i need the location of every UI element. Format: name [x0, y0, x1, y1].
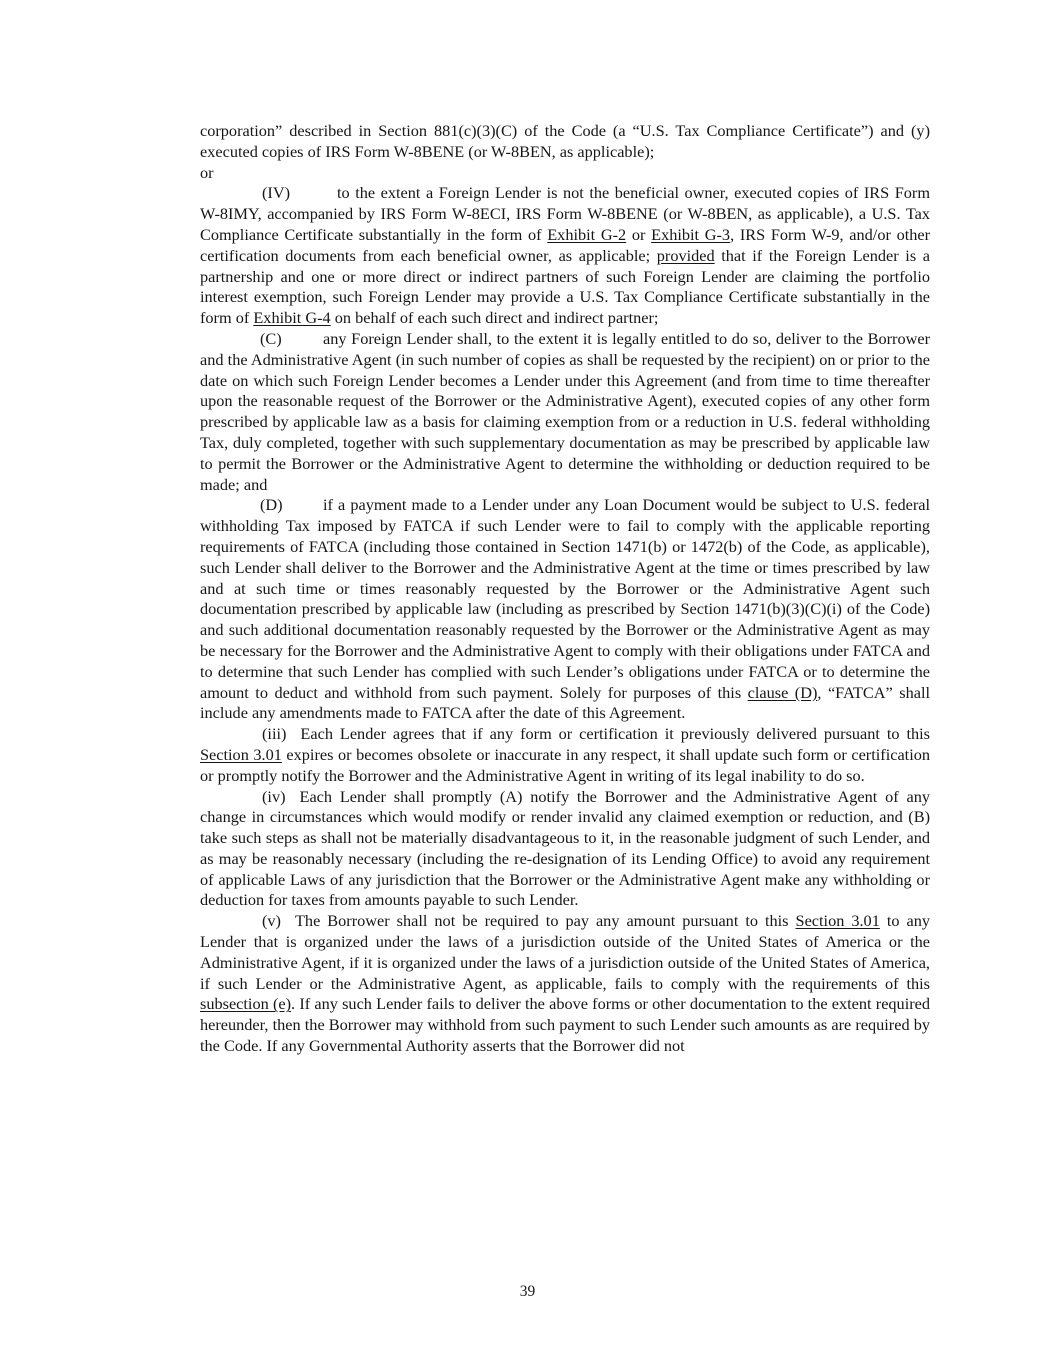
text-segment: The Borrower shall not be required to pay any amount pursuant to this — [294, 911, 796, 931]
page-number: 39 — [519, 1283, 536, 1300]
text-segment: that if the Foreign Lender is a partnership and one or more direct or indirect partners of such Foreign Lender are claiming the portfolio interest exemption, such Foreign Lender may provide a U.S. Tax Compliance Certificate substantially in the form of — [200, 245, 930, 328]
clause-iv-paragraph — [200, 183, 930, 329]
underlined-reference: Section 3.01 — [200, 744, 282, 764]
text-segment: any Foreign Lender shall, to the extent it is legally entitled to do so, deliver to the Borrower and the Administrative Agent (in such number of copies as shall be requested by the recipient) on or prior to the date on which such Foreign Lender becomes a Lender under this Agreement (and from time to time thereafter upon the reasonable request of the Borrower or the Administrative Agent), executed copies of any other form prescribed by applicable law as a basis for claiming exemption from or a reduction in U.S. federal withholding Tax, duly completed, together with such supplementary documentation as may be prescribed by applicable law to permit the Borrower or the Administrative Agent to determine the withholding or deduction required to be made; and — [200, 328, 930, 494]
text-segment: on behalf of each such direct and indirect partner; — [330, 308, 659, 328]
paragraph-text — [200, 495, 930, 722]
underlined-reference: subsection (e) — [200, 994, 292, 1014]
item-iv-paragraph — [200, 787, 930, 912]
text-segment: Each Lender agrees that if any form or certification it previously delivered pursuant to this — [300, 724, 930, 744]
underlined-reference: provided — [656, 245, 715, 265]
text-segment: if a payment made to a Lender under any Loan Document would be subject to U.S. federal withholding Tax imposed by FATCA if such Lender were to fail to comply with the applicable reporting requirements of FATCA (including those contained in Section 1471(b) or 1472(b) of the Code, as applicable), such Lender shall deliver to the Borrower and the Administrative Agent at the time or times prescribed by law and at such time or times reasonably requested by the Borrower or the Administrative Agent such documentation prescribed by applicable law (including as prescribed by Section 1471(b)(3)(C)(i) of the Code) and such additional documentation reasonably requested by the Borrower or the Administrative Agent as may be necessary for the Borrower and the Administrative Agent to comply with their obligations under FATCA and to determine that such Lender has complied with such Lender’s obligations under FATCA or to determine the amount to deduct and withhold from such payment. Solely for purposes of this — [200, 495, 930, 702]
underlined-reference: Exhibit G-2 — [547, 224, 627, 244]
paragraph-text — [200, 329, 930, 494]
clause-c-paragraph — [200, 329, 930, 495]
text-segment: . If any such Lender fails to deliver the above forms or other documentation to the extent required hereunder, then the Borrower may withhold from such payment to such Lender such amounts as are required by the Code. If any Governmental Authority asserts that the Borrower did not — [200, 994, 931, 1056]
text-segment: to the extent a Foreign Lender is not the beneficial owner, executed copies of IRS Form W-8IMY, accompanied by IRS Form W-8ECI, IRS Form W-8BENE (or W-8BEN, as applicable), a U.S. Tax Compliance Certificate substantially in the form of — [200, 183, 930, 244]
clause-label: (IV) — [262, 183, 291, 203]
item-label: (v) — [262, 911, 281, 931]
paragraph-continuation — [200, 121, 930, 163]
underlined-reference: Exhibit G-4 — [253, 308, 331, 328]
paragraph-text — [200, 183, 930, 327]
text-segment: or — [626, 224, 652, 244]
paragraph-text — [200, 911, 930, 1055]
paragraph-text — [200, 163, 214, 182]
text-segment: corporation” described in Section 881(c)(3)(C) of the Code (a “U.S. Tax Compliance Certificate”) and (y) executed copies of IRS Form W-8BENE (or W-8BEN, as applicable); — [200, 121, 930, 161]
item-v-paragraph — [200, 911, 930, 1057]
underlined-reference: Exhibit G-3 — [651, 224, 731, 244]
document-body — [200, 121, 930, 1057]
paragraph-text — [200, 121, 930, 161]
connector-or — [200, 163, 930, 184]
item-label: (iv) — [262, 786, 286, 806]
underlined-reference: Section 3.01 — [795, 911, 880, 931]
text-segment: or — [200, 162, 214, 182]
clause-d-paragraph — [200, 495, 930, 724]
text-segment: , IRS Form W-9, and/or other certification documents from each beneficial owner, as applicable; — [200, 224, 931, 265]
clause-label: (C) — [260, 328, 282, 348]
item-iii-paragraph — [200, 724, 930, 786]
text-segment: , “FATCA” shall include any amendments made to FATCA after the date of this Agreement. — [200, 682, 930, 723]
underlined-reference: clause (D) — [747, 682, 818, 702]
paragraph-text — [200, 787, 930, 910]
text-segment: Each Lender shall promptly (A) notify the Borrower and the Administrative Agent of any change in circumstances which would modify or render invalid any claimed exemption or reduction, and (B) take such steps as shall not be materially disadvantageous to it, in the reasonable judgment of such Lender, and as may be reasonably necessary (including the re-designation of its Lending Office) to avoid any requirement of applicable Laws of any jurisdiction that the Borrower or the Administrative Agent make any withholding or deduction for taxes from amounts payable to such Lender. — [200, 786, 930, 910]
text-segment: to any Lender that is organized under the laws of a jurisdiction outside of the United States of America or the Administrative Agent, if it is organized under the laws of a jurisdiction outside of the United States of America, if such Lender or the Administrative Agent, as applicable, fails to comply with the requirements of this — [200, 911, 930, 993]
item-label: (iii) — [262, 724, 287, 744]
paragraph-text — [200, 724, 930, 785]
clause-label: (D) — [260, 495, 283, 515]
text-segment: expires or becomes obsolete or inaccurate in any respect, it shall update such form or certification or promptly notify the Borrower and the Administrative Agent in writing of its legal inability to do so. — [200, 744, 930, 785]
